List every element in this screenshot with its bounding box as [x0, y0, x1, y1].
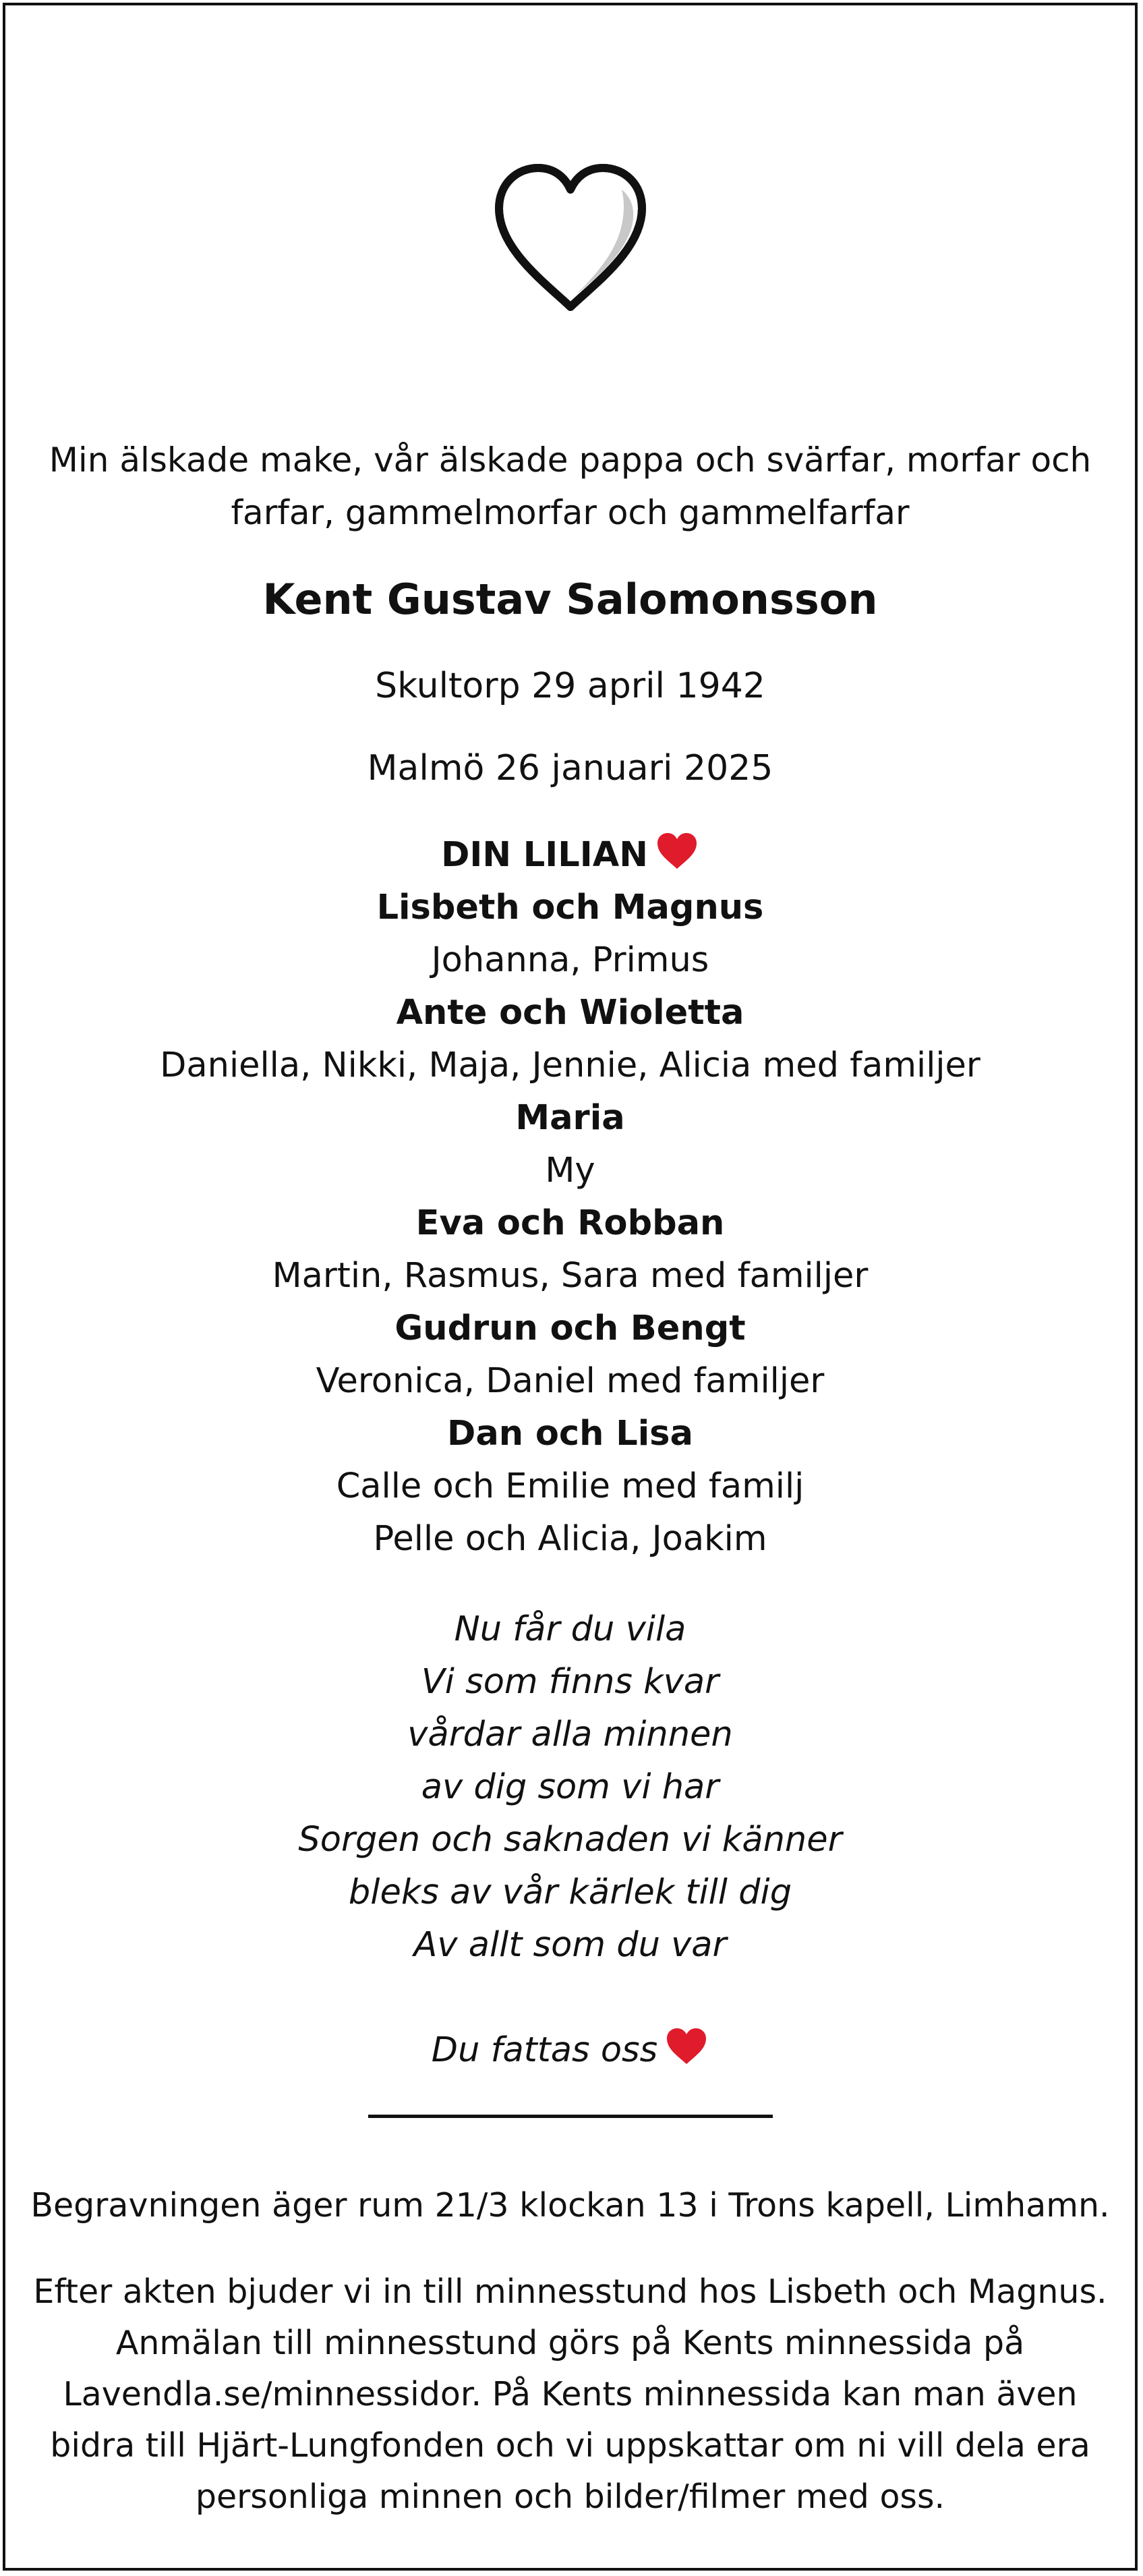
divider	[368, 2115, 773, 2118]
poem	[5, 1603, 1135, 1972]
family-group-heading	[5, 987, 1135, 1039]
poem-line: av dig som vi har	[421, 1767, 720, 1807]
death-date: Malmö 26 januari 2025	[367, 748, 773, 789]
family-text: Dan och Lisa	[447, 1414, 693, 1454]
family-text: Johanna, Primus	[431, 940, 709, 980]
closing-line	[5, 2024, 1135, 2077]
family-text: Veronica, Daniel med familjer	[316, 1361, 825, 1401]
family-text: Daniella, Nikki, Maja, Jennie, Alicia med familjer	[160, 1046, 980, 1085]
family-members	[5, 934, 1135, 987]
red-heart-icon	[664, 2026, 709, 2067]
memorial-info	[18, 2266, 1123, 2523]
poem-line: Vi som finns kvar	[421, 1662, 720, 1702]
memorial-info-line: Efter akten bjuder vi in till minnesstund hos Lisbeth och Magnus.	[33, 2272, 1107, 2311]
memorial-info-line: bidra till Hjärt-Lungfonden och vi uppskattar om ni vill dela era	[50, 2426, 1090, 2465]
family-text: Maria	[515, 1098, 625, 1138]
family-members	[5, 1039, 1135, 1092]
obituary-frame	[3, 3, 1138, 2571]
outline-heart-icon	[483, 150, 658, 326]
family-members	[5, 1250, 1135, 1303]
family-group-heading	[5, 1092, 1135, 1145]
obituary-content	[5, 434, 1135, 2523]
family-text: Martin, Rasmus, Sara med familjer	[272, 1256, 869, 1296]
poem-line: Nu får du vila	[454, 1609, 686, 1649]
intro-line: Min älskade make, vår älskade pappa och svärfar, morfar och	[49, 440, 1092, 480]
family-text: Pelle och Alicia, Joakim	[373, 1519, 767, 1559]
heart-emblem	[5, 150, 1135, 326]
family-members	[5, 1513, 1135, 1566]
family-group-heading	[5, 829, 1135, 882]
poem-line: vårdar alla minnen	[407, 1715, 733, 1754]
family-members	[5, 1145, 1135, 1197]
memorial-info-line: personliga minnen och bilder/filmer med oss.	[195, 2478, 945, 2516]
family-text: Ante och Wioletta	[396, 993, 744, 1033]
family-text: Lisbeth och Magnus	[376, 888, 764, 927]
funeral-info: Begravningen äger rum 21/3 klockan 13 i Trons kapell, Limhamn.	[30, 2186, 1110, 2225]
family-group-heading	[5, 1197, 1135, 1250]
family-group-heading	[5, 1408, 1135, 1460]
family-text: DIN LILIAN	[441, 835, 648, 875]
deceased-name: Kent Gustav Salomonsson	[262, 575, 878, 624]
memorial-info-line: Lavendla.se/minnessidor. På Kents minnessida kan man även	[63, 2375, 1078, 2413]
family-members	[5, 1355, 1135, 1408]
poem-line: Av allt som du var	[413, 1925, 727, 1965]
family-text: Gudrun och Bengt	[394, 1309, 746, 1348]
red-heart-icon	[655, 831, 699, 871]
family-text: Calle och Emilie med familj	[336, 1466, 804, 1506]
intro-line: farfar, gammelmorfar och gammelfarfar	[231, 493, 910, 532]
intro-text	[45, 434, 1096, 539]
family-group-heading	[5, 882, 1135, 934]
poem-line: bleks av vår kärlek till dig	[348, 1872, 792, 1912]
closing-text: Du fattas oss	[431, 2030, 658, 2070]
birth-date: Skultorp 29 april 1942	[375, 666, 765, 706]
memorial-info-line: Anmälan till minnesstund görs på Kents minnessida på	[115, 2324, 1025, 2362]
poem-line: Sorgen och saknaden vi känner	[298, 1820, 842, 1860]
family-text: My	[545, 1151, 595, 1191]
family-group-heading	[5, 1303, 1135, 1355]
family-text: Eva och Robban	[415, 1203, 725, 1243]
family-members	[5, 1460, 1135, 1513]
family-list	[5, 829, 1135, 1566]
